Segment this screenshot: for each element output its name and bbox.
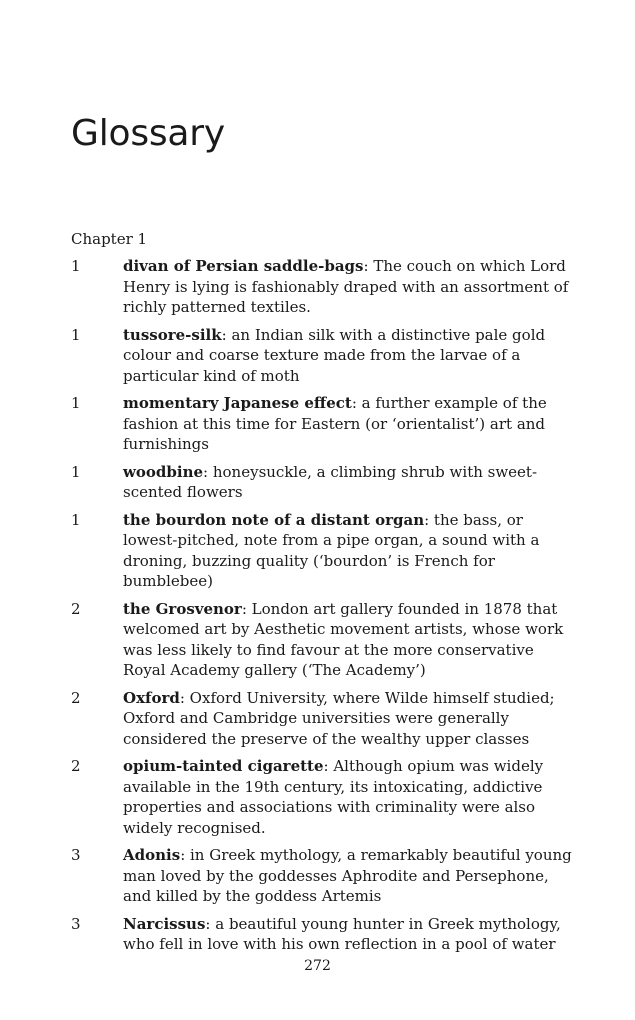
entry-page-ref: 1	[71, 394, 81, 412]
glossary-entry	[71, 756, 576, 838]
entry-page-ref: 1	[71, 462, 81, 481]
entry-definition: : the bass, or lowest-pitched, note from a pipe organ, a sound with a droning, buzzing quality (‘bourdon’ is French for bumblebee)	[123, 510, 540, 590]
entry-definition: : a beautiful young hunter in Greek mythology, who fell in love with his own reflection in a pool of water	[123, 914, 561, 953]
entry-text	[123, 462, 576, 503]
glossary-entry	[71, 256, 576, 318]
entry-term: momentary Japanese effect	[123, 394, 352, 412]
page-title: Glossary	[71, 113, 226, 154]
entry-text	[123, 756, 576, 838]
entry-page-ref: 3	[71, 914, 81, 933]
entry-text	[123, 914, 576, 955]
entry-text	[123, 325, 576, 387]
entry-term: Adonis	[123, 846, 181, 864]
entry-term: the bourdon note of a distant organ	[123, 510, 425, 529]
entry-text	[123, 393, 576, 455]
entry-term: tussore-silk	[123, 325, 222, 344]
chapter-heading: Chapter 1	[71, 230, 148, 248]
glossary-entry	[71, 845, 576, 907]
entry-definition: : in Greek mythology, a remarkably beautiful young man loved by the goddesses Aphrodite and Persephone, and killed by the goddess Artemis	[123, 846, 572, 905]
entry-definition: : honeysuckle, a climbing shrub with sweet-scented flowers	[123, 462, 538, 501]
glossary-entry	[71, 914, 576, 955]
entry-term: divan of Persian saddle-bags	[123, 257, 364, 275]
entry-definition: : a further example of the fashion at this time for Eastern (or ‘orientalist’) art and furnishings	[123, 394, 547, 453]
entry-text	[123, 510, 576, 592]
entry-text	[123, 688, 576, 750]
glossary-entry	[71, 393, 576, 455]
entry-term: the Grosvenor	[123, 599, 242, 618]
entry-term: woodbine	[123, 462, 204, 481]
entry-page-ref: 2	[71, 688, 81, 707]
glossary-entry	[71, 325, 576, 387]
entry-page-ref: 3	[71, 846, 81, 864]
entry-page-ref: 1	[71, 510, 81, 529]
glossary-entry	[71, 688, 576, 750]
glossary-entry	[71, 599, 576, 681]
entry-definition: : Although opium was widely available in the 19th century, its intoxicating, addictive properties and associations with criminality were also widely recognised.	[123, 757, 544, 837]
entry-term: Oxford	[123, 688, 180, 707]
glossary-entry	[71, 510, 576, 592]
entry-page-ref: 2	[71, 599, 81, 618]
entry-page-ref: 1	[71, 257, 81, 275]
entry-page-ref: 2	[71, 757, 81, 775]
entry-text	[123, 845, 576, 907]
entry-term: opium-tainted cigarette	[123, 757, 324, 775]
glossary-list	[71, 256, 576, 962]
entry-text	[123, 599, 576, 681]
page-number: 272	[304, 958, 331, 974]
entry-definition: : Oxford University, where Wilde himself studied; Oxford and Cambridge universities were generally considered the preserve of the wealthy upper classes	[123, 688, 555, 748]
entry-page-ref: 1	[71, 325, 81, 344]
entry-text	[123, 256, 576, 318]
entry-definition: : The couch on which Lord Henry is lying is fashionably draped with an assortment of richly patterned textiles.	[123, 257, 569, 316]
entry-term: Narcissus	[123, 914, 206, 933]
glossary-entry	[71, 462, 576, 503]
entry-definition: : London art gallery founded in 1878 that welcomed art by Aesthetic movement artists, whose work was less likely to find favour at the more conservative Royal Academy gallery (‘The Academy’)	[123, 599, 564, 679]
entry-definition: : an Indian silk with a distinctive pale gold colour and coarse texture made from the larvae of a particular kind of moth	[123, 325, 546, 385]
